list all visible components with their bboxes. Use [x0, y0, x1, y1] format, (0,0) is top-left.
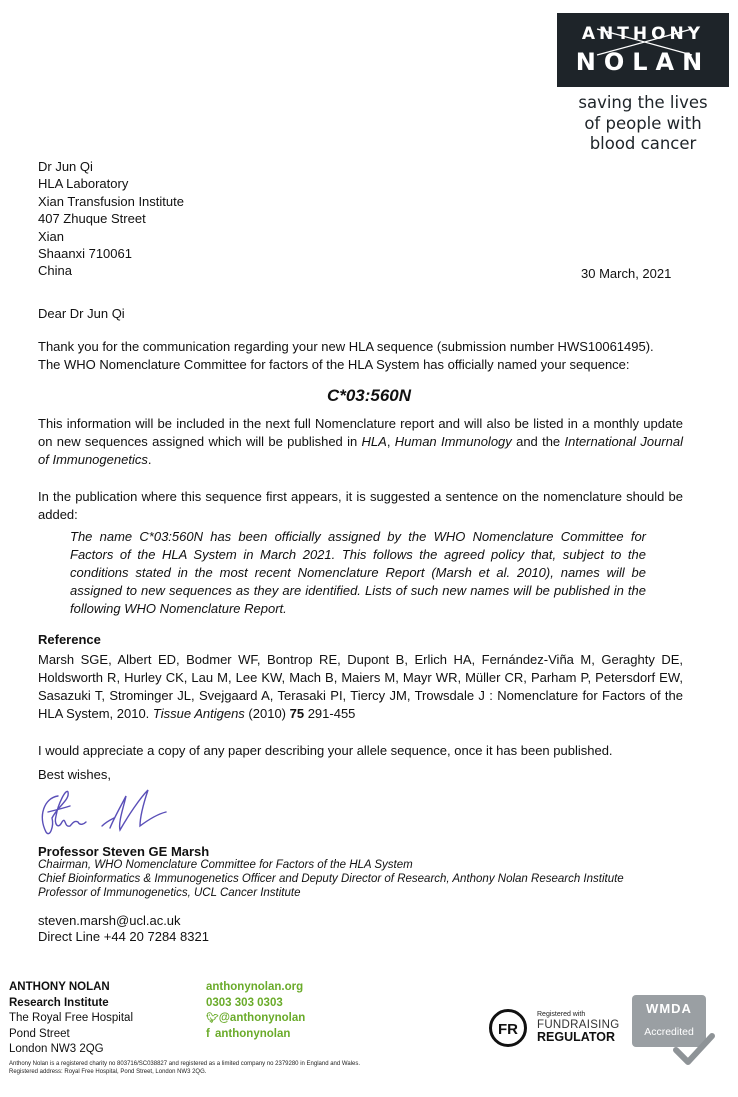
twitter-icon: 🐦︎ [206, 1013, 219, 1024]
handwritten-signature [36, 782, 186, 840]
facebook-handle: anthonynolan [215, 1027, 291, 1040]
letter-date: 30 March, 2021 [581, 266, 672, 281]
fundraising-regulator-badge [488, 1008, 530, 1048]
fr-line1: FUNDRAISING [537, 1019, 620, 1031]
logo-line-2: NOLAN [575, 48, 711, 76]
info-text: This information will be included in the next full Nomenclature report and will also be listed in a monthly update on new sequences assigned which will be published in [38, 416, 683, 449]
address-line: HLA Laboratory [38, 176, 129, 192]
publication-note: In the publication where this sequence first appears, it is suggested a sentence on the nomenclature should be added: [38, 489, 683, 522]
address-line: Dr Jun Qi [38, 159, 93, 174]
address-line: Xian [38, 228, 65, 244]
footer-legal: Anthony Nolan is a registered charity no 803716/SC038827 and registered as a limited company no 2379280 in England and Wales. Registered address: Royal Free Hospital, Pond Street, London NW3 2QG. [9, 1061, 361, 1075]
footer-org-sub: Research Institute [9, 996, 109, 1009]
tagline-line: saving the lives [578, 93, 708, 112]
signatory-role: Chairman, WHO Nomenclature Committee for Factors of the HLA System [38, 859, 413, 871]
footer-facebook[interactable] [206, 1027, 305, 1043]
address-line: China [38, 263, 72, 279]
footer-address-line: London NW3 2QG [9, 1043, 104, 1055]
footer-address-line: Pond Street [9, 1027, 70, 1040]
footer-org-name: ANTHONY NOLAN [9, 981, 110, 993]
address-line: Shaanxi 710061 [38, 245, 132, 261]
reference-pages: 291-455 [304, 706, 356, 721]
request-text: I would appreciate a copy of any paper describing your allele sequence, once it has been published. [38, 743, 613, 758]
logo-tagline [557, 93, 729, 155]
fr-line2: REGULATOR [537, 1030, 616, 1044]
tagline-line: blood cancer [589, 134, 697, 153]
logo-line-1: ANTHONY [581, 24, 705, 44]
journal-ijig: International Journal of Immunogenetics [38, 434, 683, 467]
signatory-phone: Direct Line +44 20 7284 8321 [38, 929, 209, 944]
footer-contact [206, 980, 305, 1042]
info-and: and the [511, 434, 565, 449]
reference-heading: Reference [38, 632, 101, 647]
fr-badge-text: FR [498, 1021, 518, 1038]
reference-authors: Marsh SGE, Albert ED, Bodmer WF, Bontrop RE, Dupont B, Erlich HA, Fernández-Viña M, Geraghty DE, Holdsworth R, Hurley CK, Lau M, Lee KW, Mach B, Maiers M, Mayr WR, Müller CR, Parham P, Petersdorf EW, Sasazuki T, Strominger JL, Svejgaard A, Terasaki PI, Tiercy JM, Trowsdale J : Nomenclature for Factors of the HLA System, 2010. [38, 652, 683, 721]
signatory-email[interactable]: steven.marsh@ucl.ac.uk [38, 913, 181, 928]
reference-journal: Tissue Antigens [152, 706, 245, 721]
intro-line: Thank you for the communication regarding your new HLA sequence (submission number HWS10061495). [38, 339, 654, 354]
signatory-role: Professor of Immunogenetics, UCL Cancer Institute [38, 887, 301, 899]
intro-line: The WHO Nomenclature Committee for factors of the HLA System has officially named your sequence: [38, 357, 630, 372]
salutation: Dear Dr Jun Qi [38, 306, 125, 321]
twitter-handle: @anthonynolan [218, 1012, 306, 1024]
wmda-name: WMDA [646, 1001, 692, 1016]
footer-twitter[interactable] [206, 1011, 305, 1027]
footer-website[interactable]: anthonynolan.org [206, 981, 304, 993]
anthony-nolan-logo [557, 13, 729, 87]
closing: Best wishes, [38, 767, 111, 782]
recipient-address [38, 158, 184, 280]
reference-volume: 75 [289, 706, 305, 721]
allele-name: C*03:560N [326, 386, 412, 405]
suggested-sentence: The name C*03:560N has been officially assigned by the WHO Nomenclature Committee for Factors of the HLA System in March 2021. This follows the agreed policy that, subject to the conditions stated in the most recent Nomenclature Report (Marsh et al. 2010), names will be assigned to new sequences as they are identified. Lists of such new names will be published in the following WHO Nomenclature Report. [70, 529, 646, 616]
facebook-icon: f [206, 1027, 210, 1040]
reference-year: (2010) [244, 706, 290, 721]
address-line: Xian Transfusion Institute [38, 193, 184, 209]
fr-registered: Registered with [537, 1011, 586, 1018]
signatory-role: Chief Bioinformatics & Immunogenetics Officer and Deputy Director of Research, Anthony Nolan Research Institute [38, 873, 624, 885]
journal-hla: HLA [361, 434, 387, 449]
info-sep: , [386, 434, 395, 449]
footer-phone: 0303 303 0303 [206, 996, 283, 1009]
signatory-name: Professor Steven GE Marsh [38, 844, 210, 859]
tagline-line: of people with [584, 113, 702, 133]
info-end: . [147, 452, 152, 467]
reference-citation [38, 651, 683, 723]
fundraising-regulator-text [537, 1010, 620, 1044]
footer-organisation [9, 980, 133, 1058]
info-paragraph [38, 415, 683, 469]
address-line: 407 Zhuque Street [38, 211, 146, 227]
footer-address-line: The Royal Free Hospital [9, 1012, 133, 1024]
journal-human-immunology: Human Immunology [394, 434, 512, 449]
wmda-status: Accredited [644, 1026, 694, 1038]
checkmark-icon [672, 1030, 716, 1068]
